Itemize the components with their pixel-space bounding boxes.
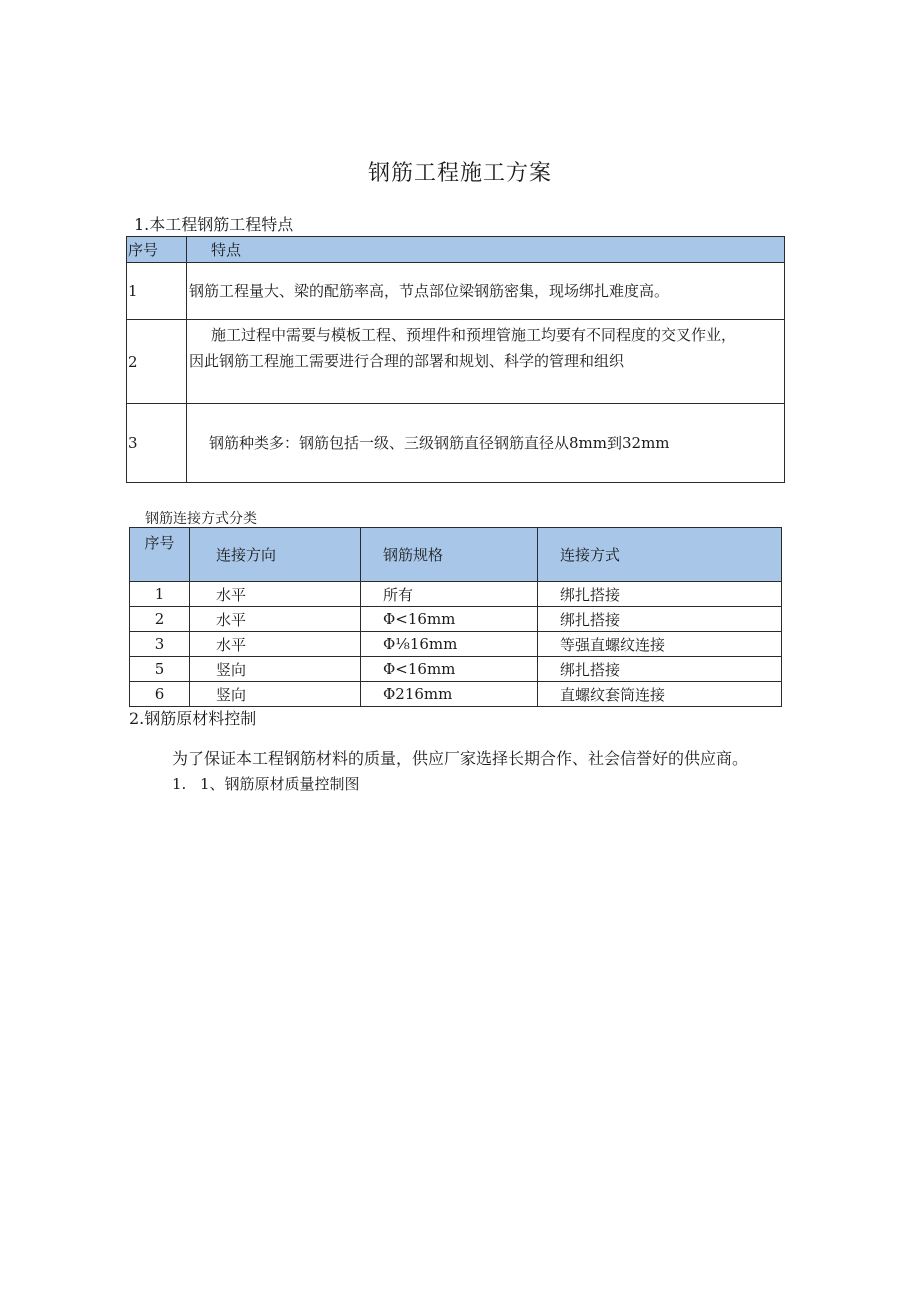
header-cell-direction: 连接方向 [190,528,361,582]
header-cell-no: 序号 [130,528,190,582]
cell-direction: 水平 [190,607,361,632]
section2-heading: 2.钢筋原材料控制 [129,709,257,728]
header-cell-no: 序号 [127,237,187,263]
cell-no: 3 [130,632,190,657]
table-row [127,263,785,320]
cell-no: 1 [130,582,190,607]
cell-method: 绑扎搭接 [538,657,782,682]
header-cell-feature [187,237,785,263]
cell-spec: Φ<16mm [361,657,538,682]
row-no: 1 [127,263,187,320]
cell-method: 等强直螺纹连接 [538,632,782,657]
table-row [127,404,785,483]
cell-method: 绑扎搭接 [538,582,782,607]
list-item [172,773,360,794]
table-row [130,632,782,657]
row-text-line: 因此钢筋工程施工需要进行合理的部署和规划、科学的管理和组织 [189,352,625,370]
cell-spec: Φ⅛16mm [361,632,538,657]
table-header-row [127,237,785,263]
row-no: 3 [127,404,187,483]
row-text: 钢筋种类多：钢筋包括一级、三级钢筋直径钢筋直径从8mm到32mm [187,404,785,483]
connection-heading: 钢筋连接方式分类 [145,511,257,527]
list-item-number: 1. [172,775,187,793]
cell-no: 5 [130,657,190,682]
row-no: 2 [127,320,187,404]
section2-paragraph: 为了保证本工程钢筋材料的质量，供应厂家选择长期合作、社会信誉好的供应商。 [172,749,749,768]
list-item-text: 1、钢筋原材质量控制图 [200,775,360,793]
cell-spec: 所有 [361,582,538,607]
header-cell-method: 连接方式 [538,528,782,582]
row-text-line: 施工过程中需要与模板工程、预埋件和预埋管施工均要有不同程度的交叉作业， [211,326,737,344]
cell-direction: 竖向 [190,657,361,682]
cell-spec: Φ216mm [361,682,538,707]
table-row [127,320,785,404]
cell-no: 6 [130,682,190,707]
table-row [130,657,782,682]
cell-direction: 竖向 [190,682,361,707]
row-text [187,320,785,404]
section1-heading: 1.本工程钢筋工程特点 [134,215,294,234]
table-header-row [130,528,782,582]
cell-method: 绑扎搭接 [538,607,782,632]
cell-spec: Φ<16mm [361,607,538,632]
cell-direction: 水平 [190,632,361,657]
cell-direction: 水平 [190,582,361,607]
document-title: 钢筋工程施工方案 [367,161,552,186]
table-row [130,582,782,607]
table-row [130,607,782,632]
header-feature-label: 特点 [211,241,242,259]
features-table [126,236,785,483]
cell-no: 2 [130,607,190,632]
header-cell-spec: 钢筋规格 [361,528,538,582]
row-text: 钢筋工程量大、梁的配筋率高，节点部位梁钢筋密集，现场绑扎难度高。 [187,263,785,320]
table-row [130,682,782,707]
connection-table [129,527,782,707]
cell-method: 直螺纹套筒连接 [538,682,782,707]
